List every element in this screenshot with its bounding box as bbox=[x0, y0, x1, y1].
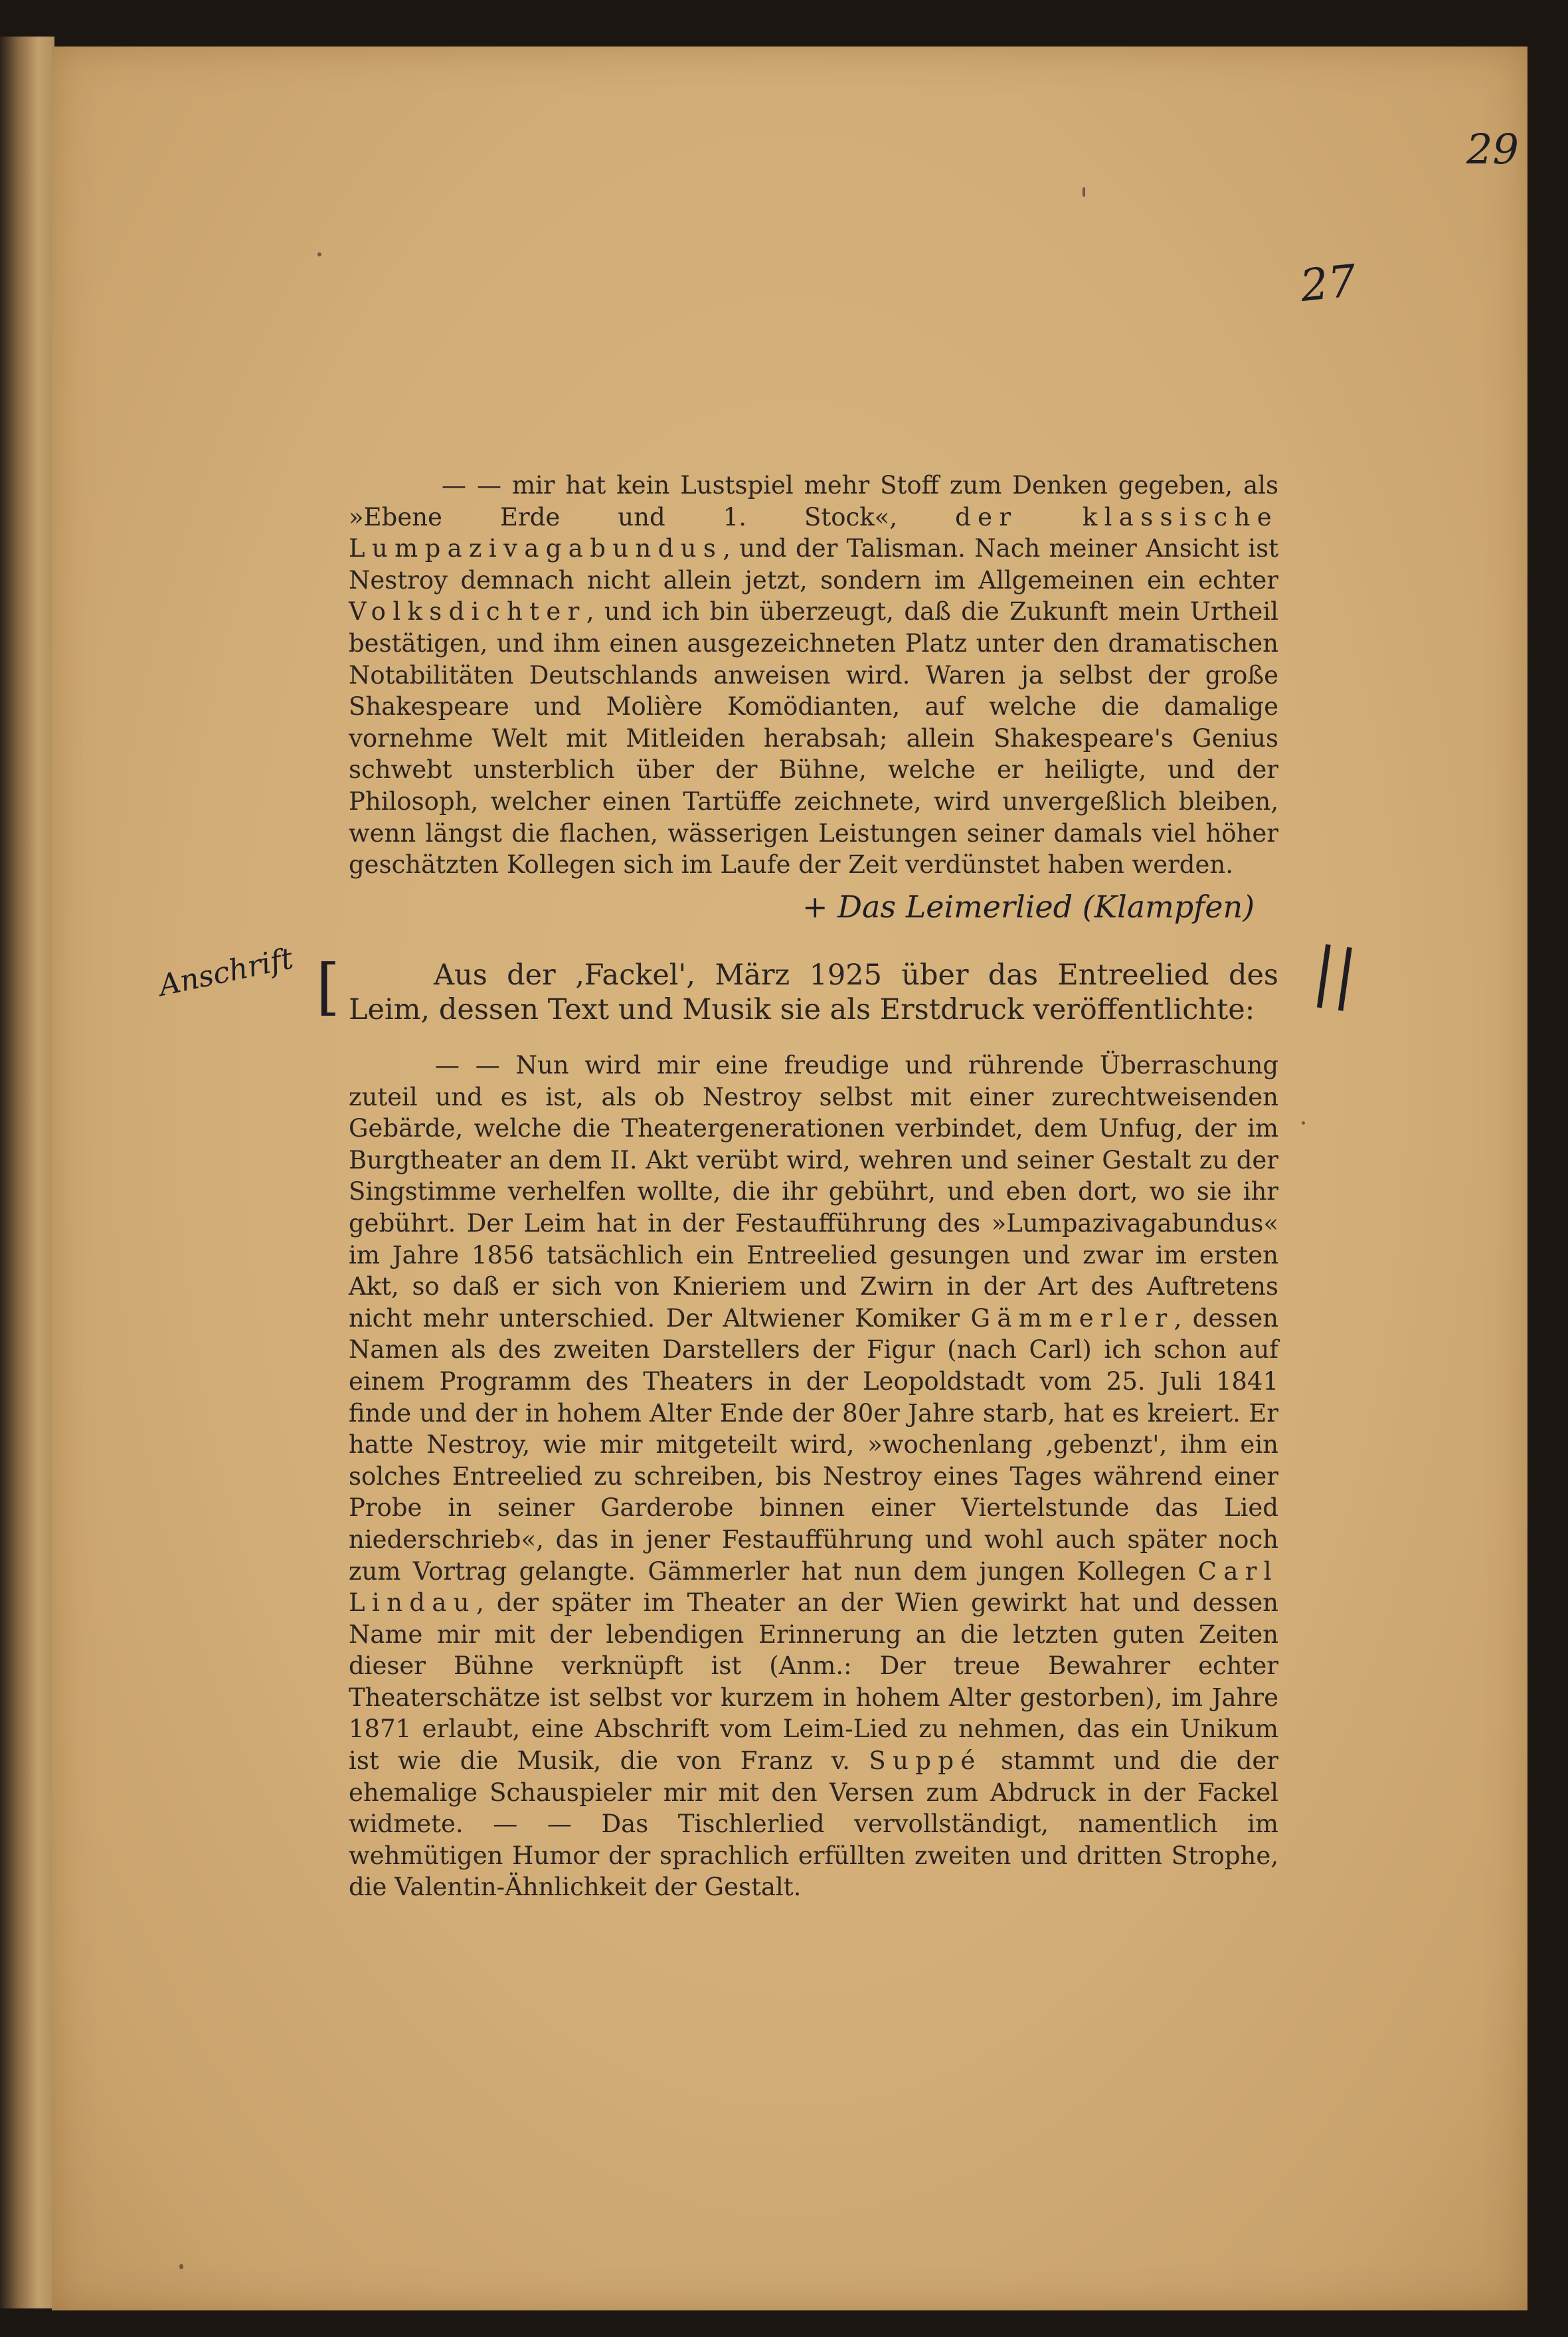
handwritten-margin-note: Anschrift bbox=[155, 941, 296, 1003]
quote-2-name-suppe: Suppé bbox=[869, 1746, 982, 1776]
handwritten-page-number: 29 bbox=[1466, 125, 1519, 173]
quote-1-emphasis-volksdichter: Volksdichter bbox=[349, 597, 586, 626]
handwritten-insert-note: + Das Leimerlied (Klampfen) bbox=[802, 889, 1255, 925]
book-spine-edge bbox=[0, 37, 54, 2308]
quote-2-name-carl-lindau: Carl Lindau bbox=[349, 1556, 1278, 1618]
handwritten-bracket-right: || bbox=[1308, 933, 1362, 1012]
quote-2-part-3: , der später im Theater an der Wien gewirkt hat und dessen Name mir mit der lebendigen Erinnerung an die letzten guten Zeiten dieser Bühne verknüpft ist (Anm.: Der treue Bewahrer echter Theaterschätze ist selbst vor kurzem in hohem Alter gestorben), im Jahre 1871 erlaubt, eine Abschrift vom Leim-Lied zu nehmen, das ein Unikum ist wie die Musik, die von Franz v. bbox=[349, 1588, 1278, 1776]
quote-1-middle: , und der Talisman. Nach meiner Ansicht ist Nestroy demnach nicht allein jetzt, sondern im Allgemeinen ein echter bbox=[349, 534, 1278, 595]
fackel-intro-paragraph: Aus der ‚Fackel', März 1925 über das Entreelied des Leim, dessen Text und Musik sie als Erstdruck veröffentlichte: bbox=[349, 959, 1278, 1026]
quote-paragraph-2 bbox=[349, 1050, 1278, 1903]
handwritten-archive-number: 27 bbox=[1298, 254, 1359, 312]
paper-speck bbox=[179, 2264, 183, 2269]
paper-speck bbox=[317, 252, 321, 256]
quote-2-part-1: — — Nun wird mir eine freudige und rührende Überraschung zuteil und es ist, als ob Nestroy selbst mit einer zurechtweisenden Gebärde, welche die Theatergenerationen verbindet, dem Unfug, der im Burgtheater an dem II. Akt verübt wird, wehren und seiner Gestalt zu der Singstimme verhelfen wollte, die ihr gebührt, und eben dort, wo sie ihr gebührt. Der Leim hat in der Festaufführung des »Lumpazivagabundus« im Jahre 1856 tatsächlich ein Entreelied gesungen und zwar im ersten Akt, so daß er sich von Knieriem und Zwirn in der Art des Auftretens nicht mehr unterschied. Der Altwiener Komiker bbox=[349, 1051, 1278, 1333]
paper-speck bbox=[1083, 187, 1085, 197]
quote-1-emphasis-lumpazivagabundus: der klassische Lumpazivagabundus bbox=[349, 502, 1278, 563]
quote-paragraph-1 bbox=[349, 470, 1278, 881]
quote-1-lead: — — mir hat kein Lustspiel mehr Stoff zum Denken gegeben, als »Ebene Erde und 1. Stock«, bbox=[349, 471, 1278, 531]
paper-speck bbox=[1302, 1121, 1305, 1125]
quote-1-tail: , und ich bin überzeugt, daß die Zukunft mein Urtheil bestätigen, und ihm einen ausgezeichneten Platz unter den dramatischen Notabilitäten Deutschlands anweisen wird. Waren ja selbst der große Shakespeare und Molière Komödianten, auf welche die damalige vornehme Welt mit Mitleiden herabsah; allein Shakespeare's Genius schwebt unsterblich über der Bühne, welche er heiligte, und der Philosoph, welcher einen Tartüffe zeichnete, wird unvergeßlich bleiben, wenn längst die flachen, wässerigen Leistungen seiner damals viel höher geschätzten Kollegen sich im Laufe der Zeit verdünstet haben werden. bbox=[349, 597, 1278, 880]
quote-2-part-4: stammt und die der ehemalige Schauspieler mir mit den Versen zum Abdruck in der Fackel widmete. — — Das Tischlerlied vervollständigt, namentlich im wehmütigen Humor der sprachlich erfüllten zweiten und dritten Strophe, die Valentin-Ähnlichkeit der Gestalt. bbox=[349, 1746, 1278, 1902]
quote-2-part-2: , dessen Namen als des zweiten Darstellers der Figur (nach Carl) ich schon auf einem Programm des Theaters in der Leopoldstadt vom 25. Juli 1841 finde und der in hohem Alter Ende der 80er Jahre starb, hat es kreiert. Er hatte Nestroy, wie mir mitgeteilt wird, »wochenlang ‚gebenzt', ihm ein solches Entreelied zu schreiben, bis Nestroy eines Tages während einer Probe in seiner Garderobe binnen einer Viertelstunde das Lied niederschrieb«, das in jener Festaufführung und wohl auch später noch zum Vortrag gelangte. Gämmerler hat nun dem jungen Kollegen bbox=[349, 1303, 1278, 1586]
quote-2-name-gaemmerler: Gämmerler bbox=[970, 1303, 1174, 1333]
document-page bbox=[52, 47, 1527, 2310]
handwritten-bracket-left: [ bbox=[316, 951, 340, 1022]
